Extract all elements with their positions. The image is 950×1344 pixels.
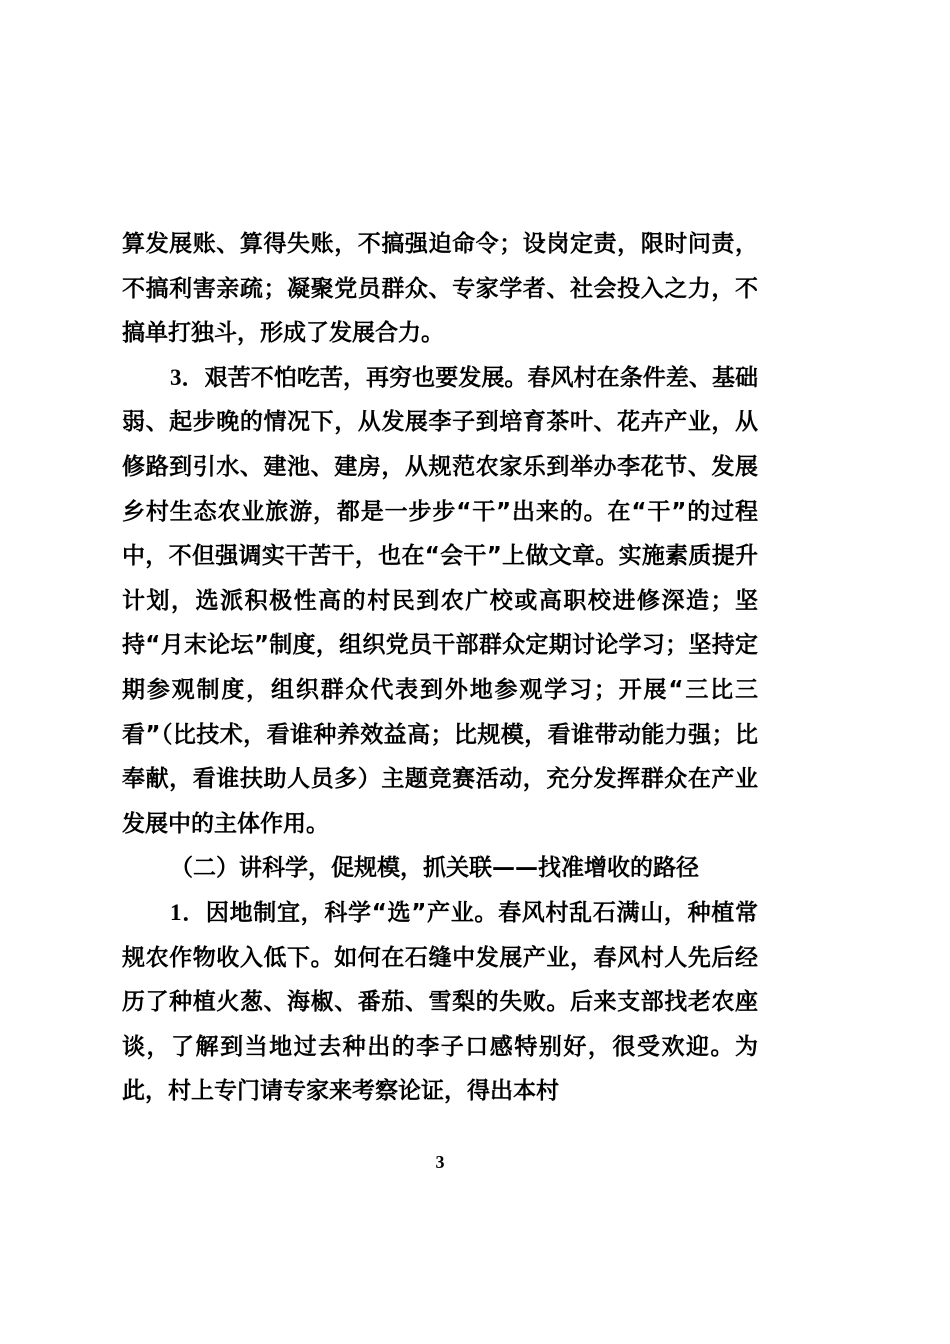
body-text bbox=[122, 222, 758, 1114]
item-number: 3 bbox=[170, 364, 182, 390]
paragraph-text: ．因地制宜，科学“选”产业。春风村乱石满山，种植常规农作物收入低下。如何在石缝中发展产业，春风村人先后经历了种植火葱、海椒、番茄、雪梨的失败。后来支部找老农座谈，了解到当地过去种出的李子口感特别好，很受欢迎。为此，村上专门请专家来考察论证，得出本村 bbox=[122, 899, 758, 1105]
paragraph-item-3 bbox=[122, 356, 758, 847]
paragraph-continuation bbox=[122, 222, 758, 356]
section-heading bbox=[122, 846, 758, 891]
paragraph-text: ．艰苦不怕吃苦，再穷也要发展。春风村在条件差、基础弱、起步晚的情况下，从发展李子到培育茶叶、花卉产业，从修路到引水、建池、建房，从规范农家乐到举办李花节、发展乡村生态农业旅游，都是一步步“干”出来的。在“干”的过程中，不但强调实干苦干，也在“会干”上做文章。实施素质提升计划，选派积极性高的村民到农广校或高职校进修深造；坚持“月末论坛”制度，组织党员干部群众定期讨论学习；坚持定期参观制度，组织群众代表到外地参观学习；开展“三比三看”（比技术，看谁种养效益高；比规模，看谁带动能力强；比奉献，看谁扶助人员多）主题竞赛活动，充分发挥群众在产业发展中的主体作用。 bbox=[122, 364, 758, 837]
paragraph-text: 算发展账、算得失账，不搞强迫命令；设岗定责，限时问责，不搞利害亲疏；凝聚党员群众、专家学者、社会投入之力，不搞单打独斗，形成了发展合力。 bbox=[122, 231, 758, 347]
item-number: 1 bbox=[170, 899, 182, 925]
section-heading-text: （二）讲科学，促规模，抓关联——找准增收的路径 bbox=[170, 855, 699, 882]
paragraph-item-1 bbox=[122, 891, 758, 1114]
page-number: 3 bbox=[435, 1152, 445, 1172]
